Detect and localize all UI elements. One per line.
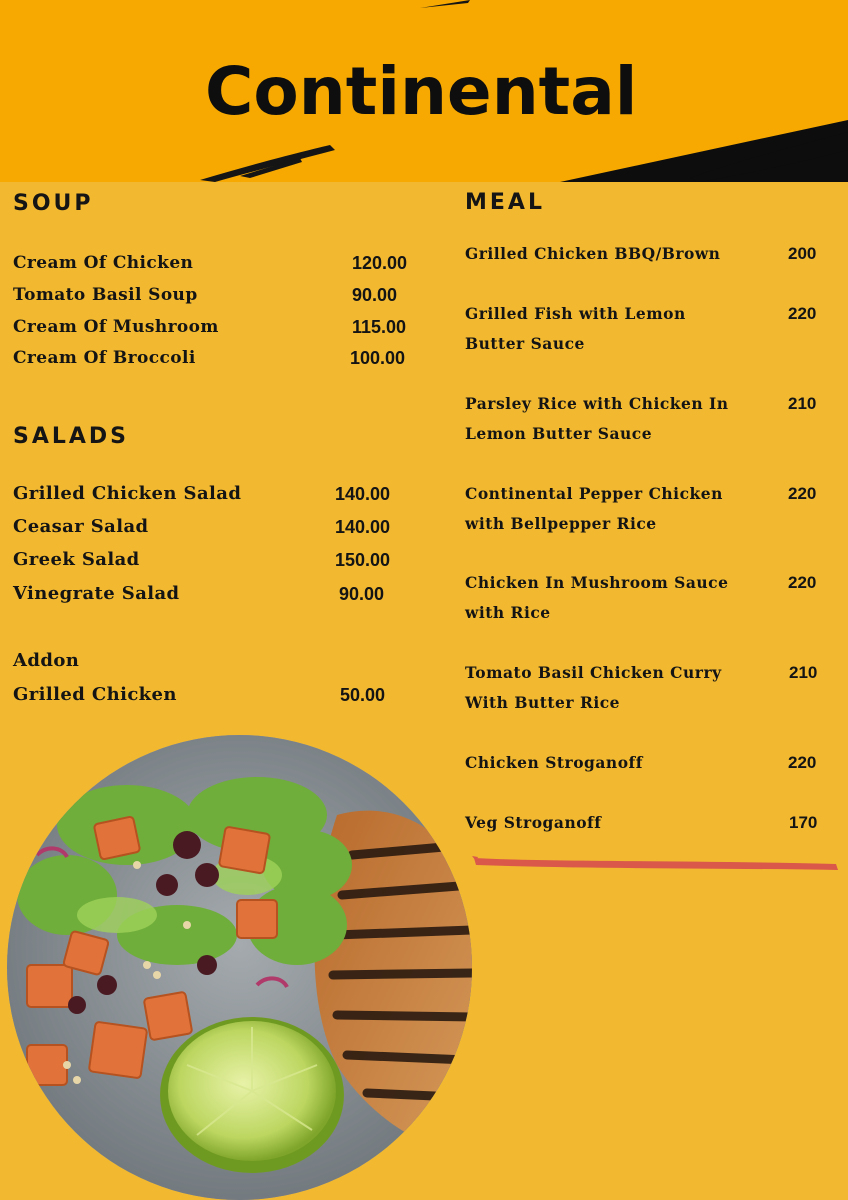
meal-item-price: 220 <box>788 304 817 323</box>
meal-item-line1: Tomato Basil Chicken Curry <box>465 663 722 682</box>
meal-item-line2: with Rice <box>465 603 551 622</box>
salad-item-name: Ceasar Salad <box>13 516 149 537</box>
meal-item-line1: Continental Pepper Chicken <box>465 484 723 503</box>
meal-item-name <box>465 568 755 628</box>
soup-item-name: Tomato Basil Soup <box>13 285 198 305</box>
meal-item-name <box>465 808 755 838</box>
meal-item-line1: Chicken In Mushroom Sauce <box>465 573 729 592</box>
meal-item-line1: Parsley Rice with Chicken In <box>465 394 729 413</box>
meal-item-price: 220 <box>788 573 817 592</box>
salad-item-price: 140.00 <box>335 517 391 537</box>
meal-item-name <box>465 299 755 359</box>
grilled-chicken-salad-illustration <box>7 735 472 1200</box>
meal-item-name <box>465 389 755 449</box>
salad-item-name: Grilled Chicken Salad <box>13 483 242 504</box>
meal-item-price: 210 <box>788 394 817 413</box>
meal-item-price: 220 <box>788 484 817 503</box>
addon-label: Addon <box>13 650 80 671</box>
meal-item-line1: Grilled Chicken BBQ/Brown <box>465 244 721 263</box>
salad-item-name: Vinegrate Salad <box>13 583 180 604</box>
meal-item-line2: With Butter Rice <box>465 693 621 712</box>
soup-section-title: SOUP <box>13 191 94 216</box>
meal-item-price: 210 <box>789 663 818 682</box>
addon-item-name: Grilled Chicken <box>13 684 177 705</box>
meal-item-price: 200 <box>788 244 817 263</box>
soup-item-price: 120.00 <box>352 253 408 273</box>
meal-item-line2: Lemon Butter Sauce <box>465 424 653 443</box>
salad-item-price: 90.00 <box>339 584 385 604</box>
meal-section-title: MEAL <box>465 190 545 215</box>
salad-item-price: 150.00 <box>335 550 391 570</box>
meal-item-name <box>465 479 755 539</box>
soup-item-price: 90.00 <box>352 285 398 305</box>
meal-item-line1: Chicken Stroganoff <box>465 753 643 772</box>
soup-item-name: Cream Of Chicken <box>13 253 194 273</box>
page-title: Continental <box>205 53 638 130</box>
meal-item-name <box>465 748 755 778</box>
meal-item-price: 220 <box>788 753 817 772</box>
salads-section-title: SALADS <box>13 424 130 449</box>
salad-item-price: 140.00 <box>335 484 391 504</box>
soup-item-name: Cream Of Broccoli <box>13 348 196 368</box>
soup-item-name: Cream Of Mushroom <box>13 317 219 337</box>
meal-item-name <box>465 658 755 718</box>
meal-item-line1: Veg Stroganoff <box>465 813 602 832</box>
meal-item-price: 170 <box>789 813 818 832</box>
soup-item-price: 115.00 <box>352 317 407 337</box>
meal-item-line2: Butter Sauce <box>465 334 585 353</box>
meal-item-line2: with Bellpepper Rice <box>465 514 657 533</box>
brush-underline-decoration <box>470 852 842 878</box>
salad-item-name: Greek Salad <box>13 549 140 570</box>
food-photo <box>7 735 472 1200</box>
addon-item-price: 50.00 <box>340 685 386 705</box>
meal-item-name <box>465 239 755 269</box>
soup-item-price: 100.00 <box>350 348 406 368</box>
meal-item-line1: Grilled Fish with Lemon <box>465 304 686 323</box>
